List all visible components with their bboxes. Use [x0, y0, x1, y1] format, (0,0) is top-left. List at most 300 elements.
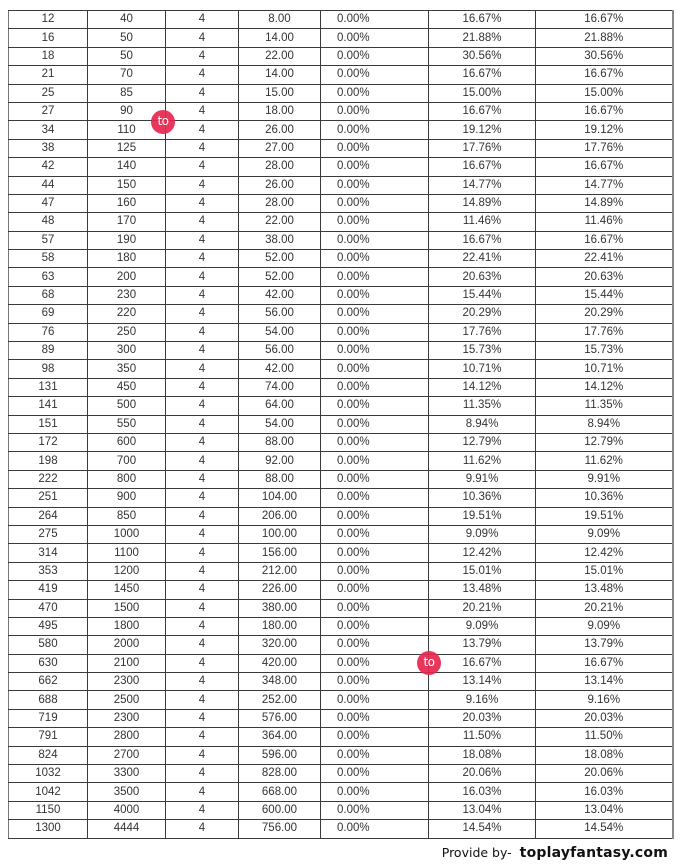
table-cell-col1: 719 — [9, 709, 88, 727]
table-cell-col6: 9.91% — [429, 470, 536, 488]
table-row — [9, 397, 673, 415]
table-cell-col6: 18.08% — [429, 746, 536, 764]
table-cell-col2: 500 — [88, 397, 166, 415]
table-cell-col1: 89 — [9, 342, 88, 360]
table-cell-col6: 9.16% — [429, 691, 536, 709]
table-cell-col3: 4 — [166, 470, 239, 488]
table-cell-col2: 190 — [88, 231, 166, 249]
table-cell-col5: 0.00% — [321, 194, 429, 212]
table-cell-col2: 450 — [88, 378, 166, 396]
table-cell-col3: 4 — [166, 581, 239, 599]
table-cell-col6: 11.46% — [429, 213, 536, 231]
table-row — [9, 139, 673, 157]
table-cell-col2: 800 — [88, 470, 166, 488]
table-cell-col6: 13.04% — [429, 801, 536, 819]
table-cell-col4: 92.00 — [239, 452, 321, 470]
table-cell-col7: 13.48% — [536, 581, 673, 599]
table-cell-col6: 10.71% — [429, 360, 536, 378]
table-cell-col5: 0.00% — [321, 139, 429, 157]
table-cell-col6: 14.12% — [429, 378, 536, 396]
table-cell-col1: 16 — [9, 29, 88, 47]
table-cell-col3: 4 — [166, 617, 239, 635]
table-cell-col3: 4 — [166, 783, 239, 801]
table-cell-col4: 156.00 — [239, 544, 321, 562]
table-cell-col6: 16.67% — [429, 158, 536, 176]
table-cell-col2: 300 — [88, 342, 166, 360]
table-cell-col4: 320.00 — [239, 636, 321, 654]
table-cell-col7: 9.16% — [536, 691, 673, 709]
table-cell-col7: 19.51% — [536, 507, 673, 525]
table-cell-col7: 12.79% — [536, 433, 673, 451]
table-cell-col5: 0.00% — [321, 397, 429, 415]
table-cell-col5: 0.00% — [321, 673, 429, 691]
table-cell-col3: 4 — [166, 231, 239, 249]
table-row — [9, 820, 673, 838]
table-cell-col5: 0.00% — [321, 29, 429, 47]
table-cell-col1: 12 — [9, 11, 88, 29]
table-cell-col2: 550 — [88, 415, 166, 433]
table-row — [9, 470, 673, 488]
table-cell-col5: 0.00% — [321, 452, 429, 470]
table-cell-col1: 222 — [9, 470, 88, 488]
data-table — [8, 10, 674, 839]
table-cell-col3: 4 — [166, 250, 239, 268]
table-cell-col7: 14.54% — [536, 820, 673, 838]
table-row — [9, 673, 673, 691]
table-row — [9, 746, 673, 764]
table-cell-col5: 0.00% — [321, 360, 429, 378]
table-cell-col7: 11.35% — [536, 397, 673, 415]
table-cell-col4: 28.00 — [239, 158, 321, 176]
table-row — [9, 378, 673, 396]
table-cell-col4: 28.00 — [239, 194, 321, 212]
table-cell-col3: 4 — [166, 765, 239, 783]
table-cell-col2: 700 — [88, 452, 166, 470]
table-cell-col4: 600.00 — [239, 801, 321, 819]
table-cell-col6: 20.63% — [429, 268, 536, 286]
table-cell-col4: 42.00 — [239, 286, 321, 304]
table-cell-col6: 16.67% — [429, 11, 536, 29]
table-cell-col5: 0.00% — [321, 158, 429, 176]
footer-site-name: toplayfantasy.com — [519, 845, 668, 861]
table-cell-col1: 198 — [9, 452, 88, 470]
table-cell-col5: 0.00% — [321, 121, 429, 139]
table-cell-col3: 4 — [166, 121, 239, 139]
table-cell-col7: 16.67% — [536, 231, 673, 249]
table-cell-col1: 34 — [9, 121, 88, 139]
table-cell-col1: 1300 — [9, 820, 88, 838]
table-cell-col6: 20.06% — [429, 765, 536, 783]
table-cell-col3: 4 — [166, 342, 239, 360]
table-cell-col1: 44 — [9, 176, 88, 194]
table-row — [9, 158, 673, 176]
table-cell-col3: 4 — [166, 709, 239, 727]
table-cell-col2: 50 — [88, 29, 166, 47]
table-cell-col1: 58 — [9, 250, 88, 268]
table-cell-col4: 88.00 — [239, 433, 321, 451]
table-cell-col7: 18.08% — [536, 746, 673, 764]
table-cell-col4: 52.00 — [239, 250, 321, 268]
table-row — [9, 489, 673, 507]
table-cell-col1: 48 — [9, 213, 88, 231]
table-cell-col6: 19.51% — [429, 507, 536, 525]
table-cell-col2: 2500 — [88, 691, 166, 709]
table-cell-col3: 4 — [166, 636, 239, 654]
table-cell-col2: 230 — [88, 286, 166, 304]
table-cell-col7: 10.36% — [536, 489, 673, 507]
table-row — [9, 544, 673, 562]
table-cell-col2: 2100 — [88, 654, 166, 672]
table-cell-col2: 4000 — [88, 801, 166, 819]
table-cell-col6: 9.09% — [429, 617, 536, 635]
table-cell-col5: 0.00% — [321, 305, 429, 323]
table-cell-col1: 824 — [9, 746, 88, 764]
table-cell-col6: 20.21% — [429, 599, 536, 617]
table-cell-col2: 1200 — [88, 562, 166, 580]
footer-prefix: Provide by- — [441, 845, 512, 860]
table-cell-col7: 14.12% — [536, 378, 673, 396]
table-cell-col5: 0.00% — [321, 250, 429, 268]
table-cell-col5: 0.00% — [321, 544, 429, 562]
table-cell-col4: 348.00 — [239, 673, 321, 691]
table-cell-col6: 16.03% — [429, 783, 536, 801]
table-cell-col1: 314 — [9, 544, 88, 562]
table-cell-col4: 104.00 — [239, 489, 321, 507]
table-cell-col7: 9.09% — [536, 525, 673, 543]
table-cell-col6: 14.54% — [429, 820, 536, 838]
table-cell-col2: 1100 — [88, 544, 166, 562]
table-row — [9, 801, 673, 819]
table-row — [9, 323, 673, 341]
table-cell-col4: 27.00 — [239, 139, 321, 157]
table-cell-col7: 22.41% — [536, 250, 673, 268]
table-cell-col1: 275 — [9, 525, 88, 543]
table-cell-col1: 27 — [9, 102, 88, 120]
table-cell-col6: 16.67% — [429, 66, 536, 84]
table-row — [9, 29, 673, 47]
table-cell-col5: 0.00% — [321, 746, 429, 764]
table-cell-col6: 15.01% — [429, 562, 536, 580]
table-cell-col5: 0.00% — [321, 11, 429, 29]
table-row — [9, 709, 673, 727]
table-cell-col4: 226.00 — [239, 581, 321, 599]
table-cell-col7: 16.67% — [536, 102, 673, 120]
table-cell-col6: 13.14% — [429, 673, 536, 691]
table-cell-col4: 15.00 — [239, 84, 321, 102]
table-cell-col4: 668.00 — [239, 783, 321, 801]
table-row — [9, 231, 673, 249]
table-cell-col7: 13.04% — [536, 801, 673, 819]
table-cell-col2: 850 — [88, 507, 166, 525]
table-cell-col2: 900 — [88, 489, 166, 507]
table-cell-col6: 10.36% — [429, 489, 536, 507]
table-cell-col6: 12.79% — [429, 433, 536, 451]
table-cell-col6: 15.73% — [429, 342, 536, 360]
table-cell-col3: 4 — [166, 728, 239, 746]
table-cell-col5: 0.00% — [321, 415, 429, 433]
table-cell-col3: 4 — [166, 139, 239, 157]
table-cell-col3: 4 — [166, 452, 239, 470]
table-cell-col7: 17.76% — [536, 139, 673, 157]
table-cell-col7: 17.76% — [536, 323, 673, 341]
table-cell-col2: 1500 — [88, 599, 166, 617]
table-cell-col5: 0.00% — [321, 581, 429, 599]
table-cell-col2: 90 — [88, 102, 166, 120]
table-cell-col2: 4444 — [88, 820, 166, 838]
table-row — [9, 66, 673, 84]
table-cell-col4: 180.00 — [239, 617, 321, 635]
table-cell-col2: 2300 — [88, 673, 166, 691]
table-cell-col1: 47 — [9, 194, 88, 212]
table-row — [9, 11, 673, 29]
table-cell-col1: 251 — [9, 489, 88, 507]
table-cell-col2: 85 — [88, 84, 166, 102]
table-cell-col6: 22.41% — [429, 250, 536, 268]
table-cell-col7: 14.89% — [536, 194, 673, 212]
table-cell-col5: 0.00% — [321, 433, 429, 451]
table-row — [9, 121, 673, 139]
table-cell-col2: 200 — [88, 268, 166, 286]
table-cell-col5: 0.00% — [321, 378, 429, 396]
table-cell-col6: 19.12% — [429, 121, 536, 139]
table-cell-col6: 17.76% — [429, 139, 536, 157]
table-cell-col7: 20.06% — [536, 765, 673, 783]
table-cell-col5: 0.00% — [321, 691, 429, 709]
table-cell-col2: 1000 — [88, 525, 166, 543]
table-cell-col3: 4 — [166, 158, 239, 176]
table-cell-col1: 470 — [9, 599, 88, 617]
table-cell-col7: 14.77% — [536, 176, 673, 194]
table-cell-col7: 9.91% — [536, 470, 673, 488]
table-row — [9, 562, 673, 580]
table-cell-col1: 1150 — [9, 801, 88, 819]
table-row — [9, 47, 673, 65]
table-cell-col3: 4 — [166, 84, 239, 102]
table-cell-col6: 12.42% — [429, 544, 536, 562]
table-cell-col4: 56.00 — [239, 342, 321, 360]
table-cell-col6: 20.29% — [429, 305, 536, 323]
table-cell-col1: 353 — [9, 562, 88, 580]
table-cell-col4: 22.00 — [239, 213, 321, 231]
table-cell-col3: 4 — [166, 305, 239, 323]
table-cell-col1: 21 — [9, 66, 88, 84]
table-cell-col4: 26.00 — [239, 176, 321, 194]
table-cell-col6: 21.88% — [429, 29, 536, 47]
table-cell-col4: 8.00 — [239, 11, 321, 29]
table-cell-col3: 4 — [166, 102, 239, 120]
table-cell-col4: 14.00 — [239, 66, 321, 84]
table-cell-col6: 11.35% — [429, 397, 536, 415]
table-cell-col3: 4 — [166, 11, 239, 29]
table-cell-col3: 4 — [166, 544, 239, 562]
table-cell-col4: 206.00 — [239, 507, 321, 525]
table-row — [9, 176, 673, 194]
table-cell-col5: 0.00% — [321, 801, 429, 819]
table-cell-col7: 20.03% — [536, 709, 673, 727]
table-cell-col5: 0.00% — [321, 102, 429, 120]
table-cell-col7: 12.42% — [536, 544, 673, 562]
table-cell-col3: 4 — [166, 562, 239, 580]
table-cell-col6: 20.03% — [429, 709, 536, 727]
table-cell-col7: 15.00% — [536, 84, 673, 102]
table-cell-col6: 16.67% — [429, 654, 536, 672]
table-cell-col2: 140 — [88, 158, 166, 176]
table-row — [9, 452, 673, 470]
table-cell-col3: 4 — [166, 415, 239, 433]
table-cell-col2: 220 — [88, 305, 166, 323]
table-cell-col4: 576.00 — [239, 709, 321, 727]
table-cell-col7: 15.44% — [536, 286, 673, 304]
table-cell-col7: 11.50% — [536, 728, 673, 746]
table-cell-col4: 100.00 — [239, 525, 321, 543]
table-row — [9, 102, 673, 120]
table-cell-col1: 791 — [9, 728, 88, 746]
table-row — [9, 268, 673, 286]
table-cell-col7: 16.67% — [536, 158, 673, 176]
watermark-logo-icon: to — [417, 651, 441, 675]
table-cell-col5: 0.00% — [321, 654, 429, 672]
table-cell-col2: 2000 — [88, 636, 166, 654]
table-row — [9, 654, 673, 672]
table-cell-col4: 756.00 — [239, 820, 321, 838]
table-cell-col1: 419 — [9, 581, 88, 599]
table-cell-col6: 14.89% — [429, 194, 536, 212]
table-cell-col5: 0.00% — [321, 820, 429, 838]
table-cell-col7: 21.88% — [536, 29, 673, 47]
table-cell-col2: 150 — [88, 176, 166, 194]
table-cell-col1: 69 — [9, 305, 88, 323]
table-cell-col1: 38 — [9, 139, 88, 157]
table-cell-col7: 20.21% — [536, 599, 673, 617]
table-row — [9, 415, 673, 433]
table-cell-col6: 16.67% — [429, 102, 536, 120]
table-row — [9, 360, 673, 378]
table-row — [9, 305, 673, 323]
table-cell-col1: 25 — [9, 84, 88, 102]
table-cell-col5: 0.00% — [321, 709, 429, 727]
table-cell-col5: 0.00% — [321, 636, 429, 654]
footer-credit — [442, 845, 668, 861]
table-cell-col5: 0.00% — [321, 342, 429, 360]
table-cell-col1: 1032 — [9, 765, 88, 783]
table-cell-col3: 4 — [166, 29, 239, 47]
table-cell-col5: 0.00% — [321, 470, 429, 488]
table-cell-col6: 13.48% — [429, 581, 536, 599]
table-cell-col4: 380.00 — [239, 599, 321, 617]
table-cell-col4: 828.00 — [239, 765, 321, 783]
table-cell-col4: 420.00 — [239, 654, 321, 672]
table-row — [9, 84, 673, 102]
table-cell-col2: 2300 — [88, 709, 166, 727]
table-row — [9, 213, 673, 231]
table-cell-col1: 63 — [9, 268, 88, 286]
table-cell-col2: 2700 — [88, 746, 166, 764]
table-cell-col2: 1450 — [88, 581, 166, 599]
table-cell-col1: 57 — [9, 231, 88, 249]
watermark-logo-icon: to — [151, 110, 175, 134]
table-cell-col2: 3500 — [88, 783, 166, 801]
table-cell-col7: 16.67% — [536, 11, 673, 29]
table-cell-col4: 88.00 — [239, 470, 321, 488]
table-cell-col3: 4 — [166, 525, 239, 543]
table-cell-col7: 13.14% — [536, 673, 673, 691]
table-row — [9, 342, 673, 360]
table-cell-col5: 0.00% — [321, 66, 429, 84]
table-row — [9, 599, 673, 617]
table-cell-col5: 0.00% — [321, 728, 429, 746]
table-cell-col5: 0.00% — [321, 268, 429, 286]
table-cell-col1: 495 — [9, 617, 88, 635]
table-cell-col7: 16.03% — [536, 783, 673, 801]
table-cell-col1: 141 — [9, 397, 88, 415]
table-cell-col5: 0.00% — [321, 525, 429, 543]
table-cell-col1: 580 — [9, 636, 88, 654]
table-row — [9, 525, 673, 543]
table-cell-col3: 4 — [166, 489, 239, 507]
table-body — [9, 11, 673, 839]
table-cell-col1: 172 — [9, 433, 88, 451]
table-row — [9, 691, 673, 709]
table-cell-col5: 0.00% — [321, 231, 429, 249]
table-cell-col2: 50 — [88, 47, 166, 65]
table-cell-col2: 600 — [88, 433, 166, 451]
table-cell-col3: 4 — [166, 176, 239, 194]
table-cell-col1: 151 — [9, 415, 88, 433]
table-cell-col3: 4 — [166, 507, 239, 525]
table-cell-col5: 0.00% — [321, 507, 429, 525]
table-cell-col3: 4 — [166, 820, 239, 838]
table-cell-col3: 4 — [166, 433, 239, 451]
table-cell-col3: 4 — [166, 286, 239, 304]
table-cell-col4: 64.00 — [239, 397, 321, 415]
data-table-container — [8, 10, 672, 839]
table-row — [9, 636, 673, 654]
table-cell-col4: 42.00 — [239, 360, 321, 378]
table-cell-col3: 4 — [166, 673, 239, 691]
table-cell-col5: 0.00% — [321, 617, 429, 635]
table-cell-col3: 4 — [166, 599, 239, 617]
table-cell-col4: 74.00 — [239, 378, 321, 396]
table-cell-col6: 8.94% — [429, 415, 536, 433]
table-cell-col4: 364.00 — [239, 728, 321, 746]
table-cell-col5: 0.00% — [321, 765, 429, 783]
table-cell-col1: 630 — [9, 654, 88, 672]
table-cell-col7: 16.67% — [536, 654, 673, 672]
table-row — [9, 507, 673, 525]
table-cell-col4: 14.00 — [239, 29, 321, 47]
table-cell-col2: 170 — [88, 213, 166, 231]
table-cell-col2: 160 — [88, 194, 166, 212]
table-cell-col2: 110 — [88, 121, 166, 139]
table-cell-col2: 180 — [88, 250, 166, 268]
table-cell-col4: 596.00 — [239, 746, 321, 764]
table-cell-col2: 125 — [88, 139, 166, 157]
table-cell-col5: 0.00% — [321, 489, 429, 507]
table-cell-col5: 0.00% — [321, 783, 429, 801]
table-cell-col1: 264 — [9, 507, 88, 525]
table-cell-col4: 56.00 — [239, 305, 321, 323]
table-cell-col5: 0.00% — [321, 176, 429, 194]
table-cell-col6: 15.00% — [429, 84, 536, 102]
table-cell-col2: 70 — [88, 66, 166, 84]
table-cell-col4: 252.00 — [239, 691, 321, 709]
table-cell-col6: 30.56% — [429, 47, 536, 65]
table-cell-col3: 4 — [166, 691, 239, 709]
table-cell-col4: 26.00 — [239, 121, 321, 139]
table-cell-col2: 250 — [88, 323, 166, 341]
table-cell-col3: 4 — [166, 360, 239, 378]
table-cell-col1: 76 — [9, 323, 88, 341]
